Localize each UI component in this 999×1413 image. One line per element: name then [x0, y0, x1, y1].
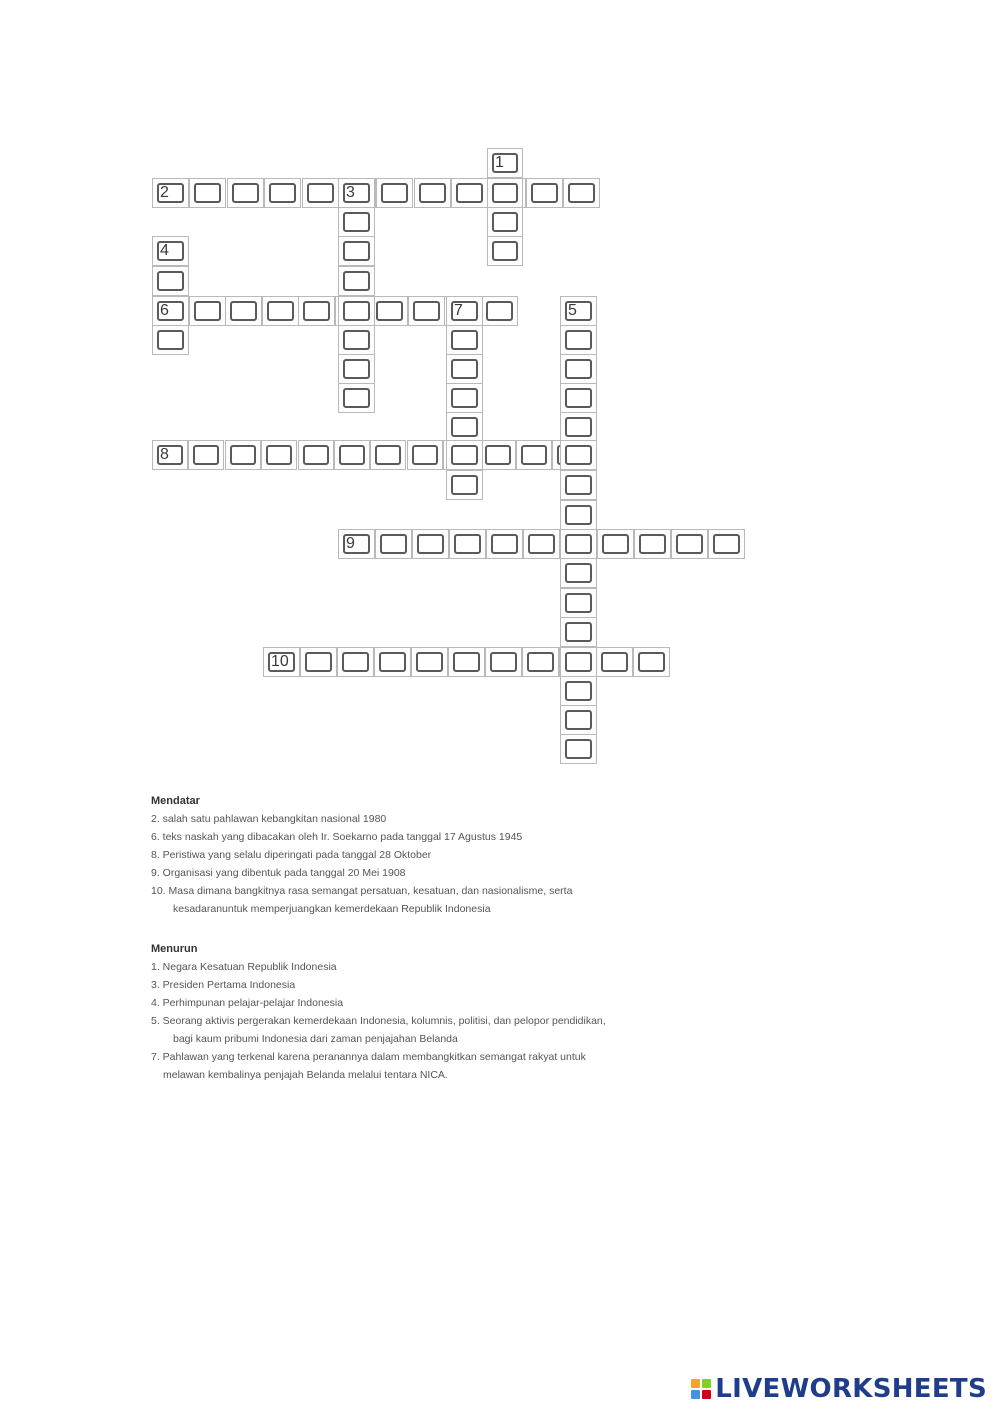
crossword-cell[interactable]: [189, 296, 226, 326]
crossword-cell[interactable]: [227, 178, 264, 208]
crossword-cell[interactable]: [446, 296, 483, 326]
crossword-cell[interactable]: [563, 178, 600, 208]
crossword-cell[interactable]: [337, 647, 374, 677]
crossword-cell[interactable]: [446, 354, 483, 384]
crossword-cell[interactable]: [374, 647, 411, 677]
clue-down-5: 5. Seorang aktivis pergerakan kemerdekaan Indonesia, kolumnis, politisi, dan pelopor pendidikan,: [151, 1015, 606, 1027]
crossword-cell[interactable]: [560, 412, 597, 442]
clue-down-4: 4. Perhimpunan pelajar-pelajar Indonesia: [151, 997, 344, 1009]
clue-number-8: 8: [160, 446, 169, 463]
crossword-cell[interactable]: [338, 207, 375, 237]
crossword-cell[interactable]: [451, 178, 488, 208]
crossword-cell[interactable]: [152, 296, 189, 326]
crossword-cell[interactable]: [560, 325, 597, 355]
clue-number-3: 3: [346, 184, 355, 201]
down-heading: Menurun: [151, 943, 198, 955]
crossword-cell[interactable]: [522, 647, 559, 677]
crossword-cell[interactable]: [560, 588, 597, 618]
crossword-cell[interactable]: [152, 236, 189, 266]
crossword-cell[interactable]: [446, 412, 483, 442]
crossword-cell[interactable]: [446, 440, 483, 470]
crossword-cell[interactable]: [560, 647, 597, 677]
crossword-cell[interactable]: [338, 296, 375, 326]
crossword-cell[interactable]: [338, 354, 375, 384]
clue-number-1: 1: [495, 154, 504, 171]
logo-blocks-icon: [691, 1379, 711, 1399]
crossword-cell[interactable]: [412, 529, 449, 559]
crossword-cell[interactable]: [338, 529, 375, 559]
crossword-cell[interactable]: [487, 178, 523, 208]
crossword-cell[interactable]: [671, 529, 708, 559]
clue-number-2: 2: [160, 184, 169, 201]
crossword-cell[interactable]: [446, 325, 483, 355]
crossword-cell[interactable]: [188, 440, 224, 470]
crossword-cell[interactable]: [338, 266, 375, 296]
crossword-cell[interactable]: [300, 647, 337, 677]
clue-number-10: 10: [271, 653, 289, 670]
crossword-cell[interactable]: [370, 440, 406, 470]
crossword-cell[interactable]: [487, 207, 523, 237]
crossword-cell[interactable]: [448, 647, 485, 677]
crossword-cell[interactable]: [334, 440, 370, 470]
clue-number-4: 4: [160, 242, 169, 259]
crossword-cell[interactable]: [298, 296, 335, 326]
crossword-cell[interactable]: [371, 296, 408, 326]
clue-down-1: 1. Negara Kesatuan Republik Indonesia: [151, 961, 337, 973]
crossword-cell[interactable]: [560, 734, 597, 764]
clue-down-7: 7. Pahlawan yang terkenal karena peranannya dalam membangkitkan semangat rakyat untuk: [151, 1051, 586, 1063]
clue-across-9: 9. Organisasi yang dibentuk pada tanggal 20 Mei 1908: [151, 867, 406, 879]
crossword-cell[interactable]: [597, 529, 634, 559]
crossword-cell[interactable]: [634, 529, 671, 559]
crossword-cell[interactable]: [152, 266, 189, 296]
clue-number-6: 6: [160, 302, 169, 319]
clue-across-6: 6. teks naskah yang dibacakan oleh Ir. Soekarno pada tanggal 17 Agustus 1945: [151, 831, 523, 843]
crossword-cell[interactable]: [411, 647, 448, 677]
crossword-cell[interactable]: [189, 178, 226, 208]
crossword-cell[interactable]: [487, 148, 523, 178]
crossword-cell[interactable]: [302, 178, 339, 208]
crossword-cell[interactable]: [560, 676, 597, 706]
crossword-cell[interactable]: [560, 354, 597, 384]
crossword-cell[interactable]: [526, 178, 563, 208]
clue-number-7: 7: [454, 302, 463, 319]
crossword-cell[interactable]: [152, 178, 189, 208]
crossword-cell[interactable]: [338, 178, 375, 208]
crossword-cell[interactable]: [262, 296, 299, 326]
crossword-cell[interactable]: [486, 529, 523, 559]
crossword-cell[interactable]: [560, 296, 597, 326]
crossword-cell[interactable]: [560, 500, 597, 530]
across-heading: Mendatar: [151, 795, 200, 807]
crossword-cell[interactable]: [152, 325, 189, 355]
crossword-cell[interactable]: [516, 440, 552, 470]
crossword-cell[interactable]: [446, 383, 483, 413]
clue-across-2: 2. salah satu pahlawan kebangkitan nasional 1980: [151, 813, 387, 825]
logo-wordmark: LIVEWORKSHEETS: [715, 1374, 987, 1404]
crossword-cell[interactable]: [560, 470, 597, 500]
crossword-cell[interactable]: [407, 440, 443, 470]
crossword-cell[interactable]: [633, 647, 670, 677]
clue-down-3: 3. Presiden Pertama Indonesia: [151, 979, 296, 991]
crossword-cell[interactable]: [449, 529, 486, 559]
crossword-cell[interactable]: [152, 440, 188, 470]
crossword-cell[interactable]: [485, 647, 522, 677]
clue-across-10: 10. Masa dimana bangkitnya rasa semangat persatuan, kesatuan, dan nasionalisme, serta: [151, 885, 573, 897]
crossword-cell[interactable]: [708, 529, 745, 559]
crossword-cell[interactable]: [375, 529, 412, 559]
clues-down: [151, 940, 791, 1084]
crossword-cell[interactable]: [264, 178, 301, 208]
clue-number-9: 9: [346, 535, 355, 552]
crossword-cell[interactable]: [446, 470, 483, 500]
crossword-cell[interactable]: [261, 440, 297, 470]
crossword-cell[interactable]: [560, 383, 597, 413]
crossword-cell[interactable]: [338, 236, 375, 266]
clue-number-5: 5: [568, 302, 577, 319]
clue-down-5-continued: bagi kaum pribumi Indonesia dari zaman penjajahan Belanda: [173, 1033, 458, 1045]
crossword-cell[interactable]: [560, 529, 597, 559]
clue-across-8: 8. Peristiwa yang selalu diperingati pada tanggal 28 Oktober: [151, 849, 432, 861]
clue-across-10-continued: kesadaranuntuk memperjuangkan kemerdekaan Republik Indonesia: [173, 903, 491, 915]
crossword-cell[interactable]: [560, 617, 597, 647]
crossword-cell[interactable]: [338, 383, 375, 413]
crossword-cell[interactable]: [414, 178, 451, 208]
crossword-cell[interactable]: [408, 296, 445, 326]
crossword-cell[interactable]: [298, 440, 334, 470]
crossword-cell[interactable]: [225, 296, 262, 326]
clues-across: [151, 792, 791, 918]
clue-down-7-continued: melawan kembalinya penjajah Belanda melalui tentara NICA.: [163, 1069, 448, 1081]
crossword-cell[interactable]: [560, 558, 597, 588]
liveworksheets-logo: [691, 1372, 987, 1406]
crossword-cell[interactable]: [596, 647, 633, 677]
crossword-cell[interactable]: [376, 178, 413, 208]
crossword-cell[interactable]: [480, 440, 516, 470]
crossword-cell[interactable]: [481, 296, 518, 326]
crossword-cell[interactable]: [225, 440, 261, 470]
crossword-cell[interactable]: [523, 529, 560, 559]
crossword-cell[interactable]: [338, 325, 375, 355]
crossword-cell[interactable]: [487, 236, 523, 266]
crossword-cell[interactable]: [560, 440, 597, 470]
crossword-cell[interactable]: [560, 705, 597, 735]
